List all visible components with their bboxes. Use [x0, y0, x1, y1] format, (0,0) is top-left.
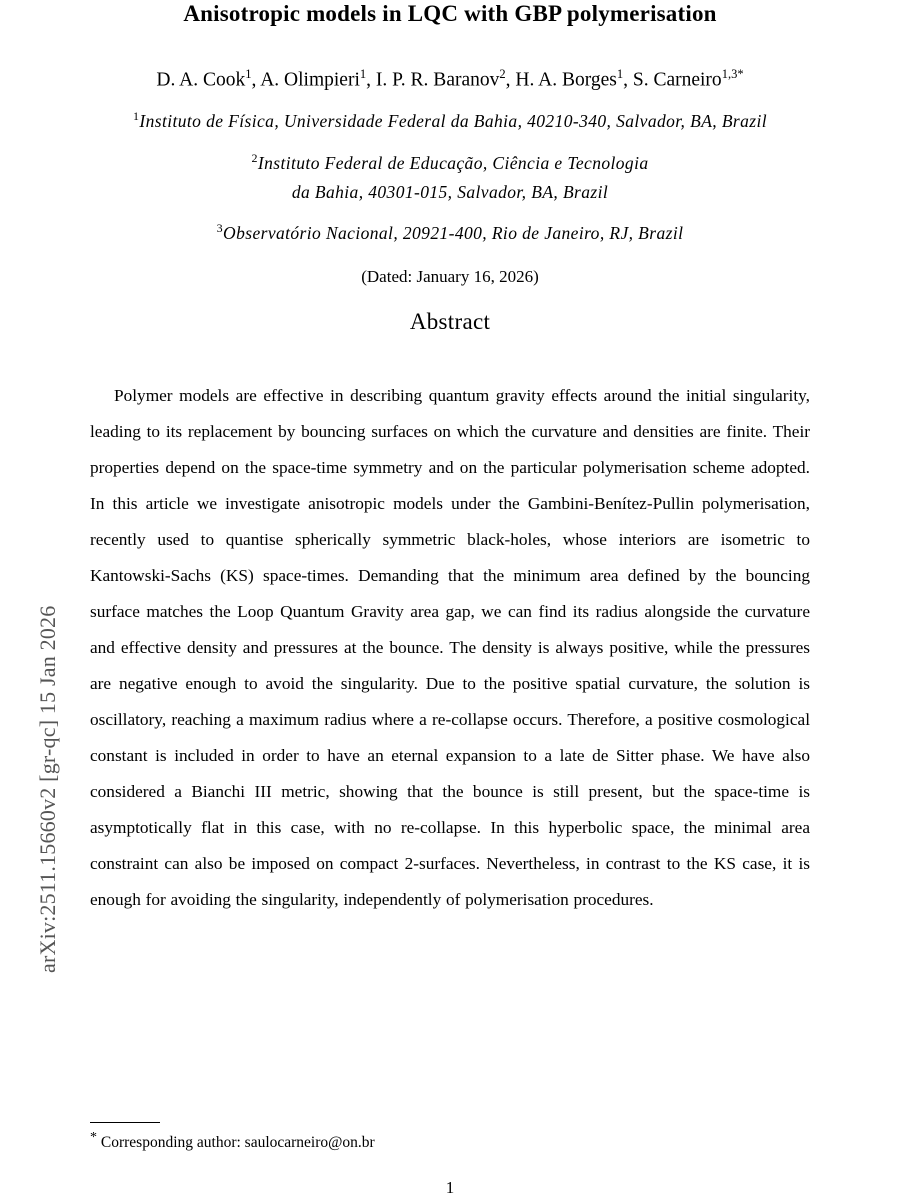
dated-line: (Dated: January 16, 2026) — [361, 267, 539, 287]
footnote-text: Corresponding author: saulocarneiro@on.br — [100, 1134, 375, 1152]
abstract-text: Polymer models are effective in describing quantum gravity effects around the initial singularity, leading to its replacement by bouncing surfaces on which the curvature and densities are finite. Their properties depend on the space-time symmetry and on the particular polymerisation scheme adopted. In this article we investigate anisotropic models under the Gambini-Benítez-Pullin polymerisation, recently used to quantise spherically symmetric black-holes, whose interiors are isometric to Kantowski-Sachs (KS) space-times. Demanding that the minimum area defined by the bouncing surface matches the Loop Quantum Gravity area gap, we can find its radius alongside the curvature and effective density and pressures at the bounce. The density is always positive, while the pressures are negative enough to avoid the singularity. Due to the positive spatial curvature, the solution is oscillatory, reaching a maximum radius where a re-collapse occurs. Therefore, a positive cosmological constant is included in order to have an eternal expansion to a late de Sitter phase. We have also considered a Bianchi III metric, showing that the bounce is still present, but the space-time is asymptotically flat in this case, with no re-collapse. In this hyperbolic space, the minimal area constraint can also be imposed on compact 2-surfaces. Nevertheless, in contrast to the KS case, it is enough for avoiding the singularity, independently of polymerisation procedures. — [90, 386, 810, 909]
author-name-4: H. A. Borges — [515, 69, 617, 91]
author-name-2: A. Olimpieri — [260, 69, 360, 91]
footnote — [90, 1130, 810, 1152]
affiliation-marker-1: 1 — [132, 109, 140, 124]
arxiv-stamp-text: arXiv:2511.15660v2 [gr-qc] 15 Jan 2026 — [35, 605, 60, 973]
author-affil-marker-1: 1 — [245, 66, 252, 81]
paper-page — [90, 0, 810, 1200]
author-separator-4: , — [623, 69, 633, 91]
author-separator-3: , — [505, 69, 516, 91]
affiliation-2 — [90, 150, 810, 176]
affiliation-text-2: Instituto Federal de Educação, Ciência e Tecnologia — [257, 152, 649, 173]
author-name-5: S. Carneiro — [632, 69, 722, 91]
arxiv-stamp — [0, 0, 60, 1200]
affiliation-text-1: Instituto de Física, Universidade Federal da Bahia, 40210-340, Salvador, BA, Brazil — [139, 111, 768, 132]
author-name-1: D. A. Cook — [156, 69, 246, 91]
affiliation-1 — [90, 108, 810, 134]
author-affil-marker-3: 2 — [499, 66, 506, 81]
footnote-divider — [90, 1122, 160, 1123]
page-number: 1 — [445, 1178, 455, 1197]
affiliation-text-3: Observatório Nacional, 20921-400, Rio de Janeiro, RJ, Brazil — [223, 223, 684, 244]
affiliation-marker-3: 3 — [216, 221, 224, 236]
author-affil-marker-5: 1,3* — [721, 66, 744, 81]
affiliation-marker-2: 2 — [251, 150, 258, 165]
author-affil-marker-2: 1 — [359, 66, 367, 81]
affiliation-text-2b: da Bahia, 40301-015, Salvador, BA, Brazil — [291, 181, 609, 202]
affiliation-3 — [90, 220, 810, 246]
footnote-marker: * — [90, 1130, 97, 1145]
abstract-heading: Abstract — [409, 309, 491, 335]
author-separator-1: , — [251, 69, 261, 91]
author-affil-marker-4: 1 — [616, 66, 624, 81]
page-title: Anisotropic models in LQC with GBP polymerisation — [183, 1, 717, 26]
affiliation-2-continued — [90, 180, 810, 205]
author-list — [90, 66, 810, 93]
author-separator-2: , — [366, 69, 376, 91]
author-name-3: I. P. R. Baranov — [375, 69, 500, 91]
